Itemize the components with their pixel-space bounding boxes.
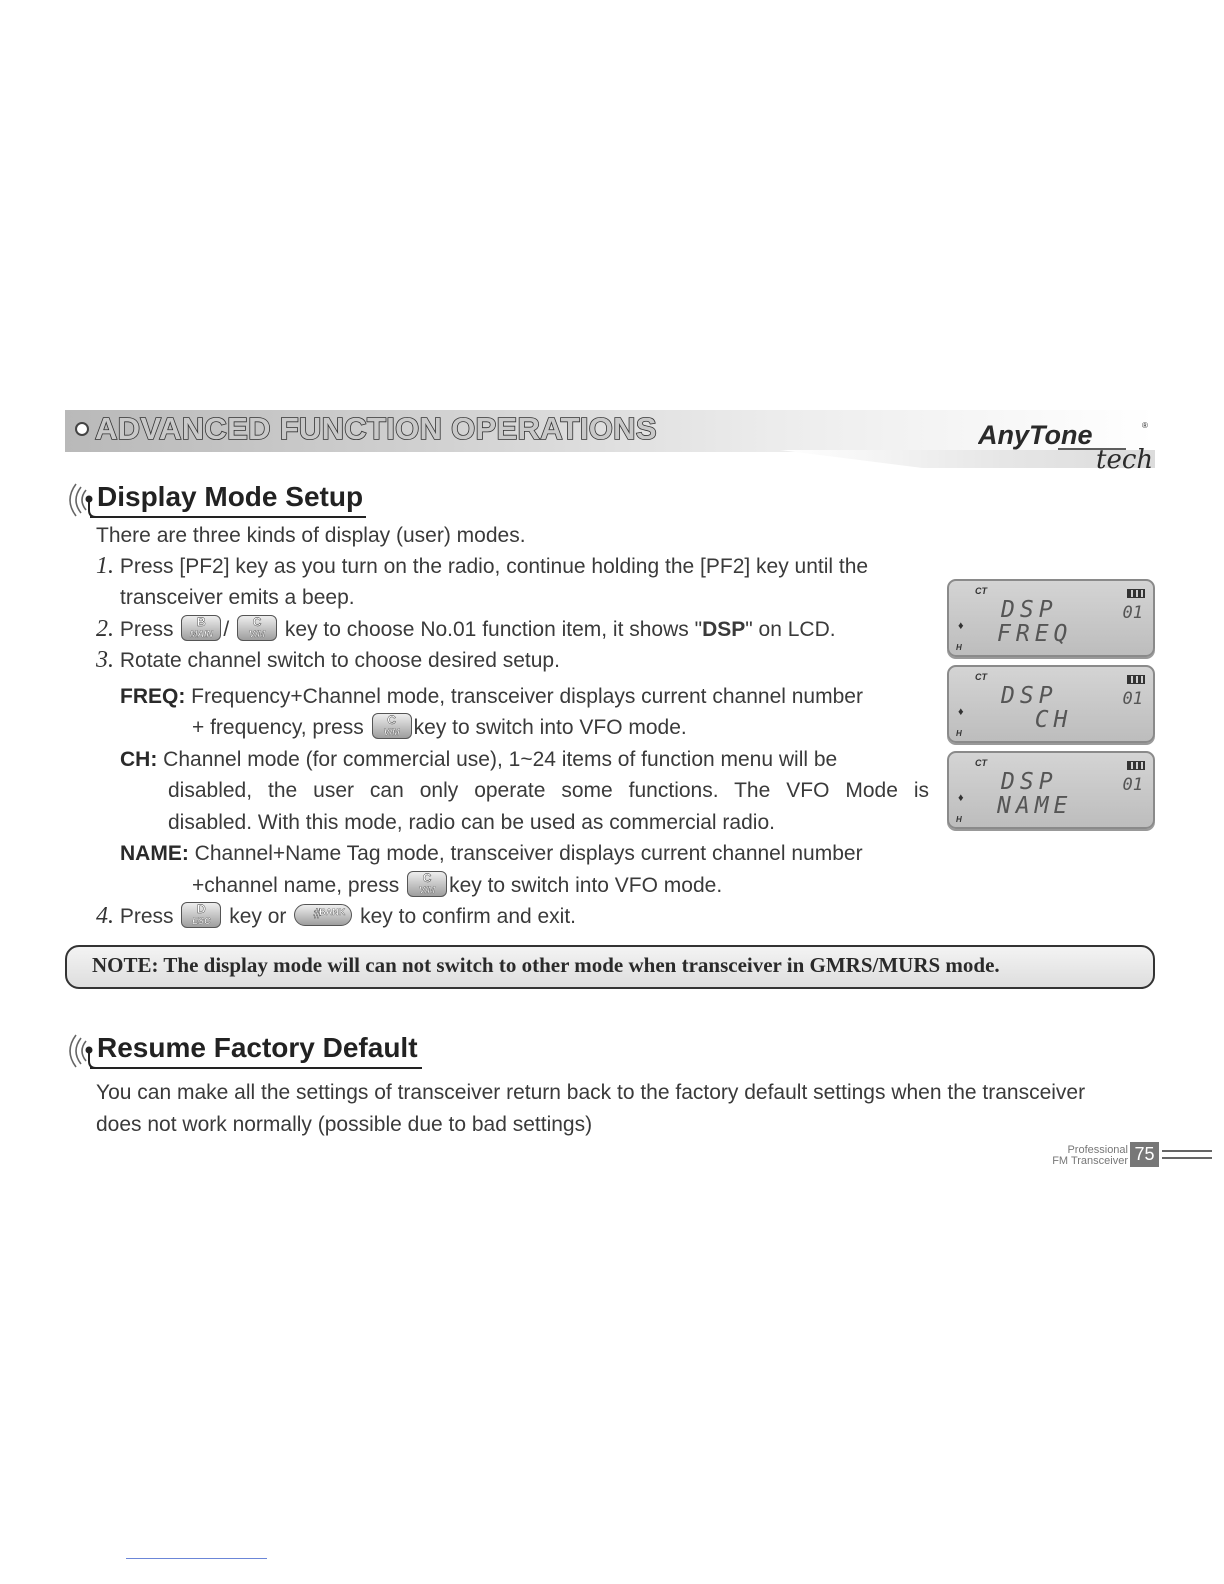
logo-sub-text: tech: [1096, 445, 1154, 472]
freq-desc-cont: + frequency, press: [192, 716, 364, 739]
freq-desc: Frequency+Channel mode, transceiver displays current channel number: [191, 685, 863, 708]
freq-mode-line2: [192, 712, 687, 743]
lcd-line1: DSP: [1001, 769, 1058, 795]
lcd-display-name: [947, 751, 1155, 829]
lcd-power-indicator: H: [956, 643, 962, 652]
lcd-channel-number: 01: [1122, 775, 1143, 795]
lcd-line2: NAME: [997, 793, 1073, 819]
freq-desc-end: key to switch into VFO mode.: [413, 716, 687, 739]
lcd-power-indicator: H: [956, 815, 962, 824]
slash: /: [223, 618, 230, 641]
section-title-display-mode: Display Mode Setup: [97, 481, 364, 512]
battery-icon: [1127, 675, 1145, 684]
step-1: [96, 551, 868, 582]
name-label: NAME:: [120, 842, 189, 865]
lcd-ct-indicator: CT: [975, 758, 987, 768]
name-desc-end: key to switch into VFO mode.: [449, 874, 723, 897]
c-vm-key-icon: C V/M: [237, 615, 277, 641]
signal-waves-icon: [62, 1031, 98, 1071]
anytone-logo: [978, 414, 1158, 472]
logo-main-text: AnyTone: [978, 420, 1093, 450]
footer-rule-bottom: [1162, 1157, 1212, 1159]
page-number: 75: [1130, 1142, 1159, 1167]
bottom-rule: [126, 1558, 267, 1559]
ch-mode-line2: disabled, the user can only operate some functions. The VFO Mode is: [168, 779, 929, 802]
arrow-indicator-icon: ♦: [958, 792, 964, 804]
name-desc-cont: +channel name, press: [192, 874, 400, 897]
bullet-circle-icon: [75, 422, 89, 436]
lcd-channel-number: 01: [1122, 689, 1143, 709]
page-header-title: ADVANCED FUNCTION OPERATIONS: [95, 411, 657, 446]
step-text: Press: [119, 905, 174, 928]
ch-mode-line3: disabled. With this mode, radio can be used as commercial radio.: [168, 811, 775, 834]
footer-line1: Professional: [1067, 1144, 1128, 1156]
ch-desc: Channel mode (for commercial use), 1~24 items of function menu will be: [163, 748, 838, 771]
lcd-line2: FREQ: [997, 621, 1073, 647]
step-text-end: key to confirm and exit.: [360, 905, 577, 928]
resume-text-line1: You can make all the settings of transceiver return back to the factory default settings when the transceiver: [96, 1081, 1086, 1104]
step-4: [96, 901, 576, 932]
lcd-line1: DSP: [1001, 597, 1058, 623]
name-desc: Channel+Name Tag mode, transceiver displays current channel number: [194, 842, 863, 865]
lcd-display-ch: [947, 665, 1155, 743]
step-number: 3.: [96, 647, 114, 673]
intro-text: There are three kinds of display (user) modes.: [96, 524, 526, 547]
step-1-continued: transceiver emits a beep.: [120, 586, 355, 609]
ch-mode-line1: [120, 744, 837, 775]
step-text-end: " on LCD.: [745, 618, 836, 641]
name-mode-line1: [120, 838, 863, 869]
step-text: key to choose No.01 function item, it shows ": [284, 618, 703, 641]
battery-icon: [1127, 761, 1145, 770]
section-title-resume-factory: Resume Factory Default: [97, 1032, 418, 1063]
footer-rule-top: [1162, 1150, 1212, 1152]
step-text: Rotate channel switch to choose desired setup.: [119, 649, 560, 672]
step-3: [96, 645, 560, 676]
lcd-channel-number: 01: [1122, 603, 1143, 623]
logo-registered-mark: ®: [1142, 421, 1148, 430]
step-number: 4.: [96, 903, 114, 929]
lcd-display-freq: [947, 579, 1155, 657]
dsp-bold: DSP: [702, 618, 746, 641]
lcd-power-indicator: H: [956, 729, 962, 738]
c-vm-key-icon: C V/M: [407, 871, 447, 897]
name-mode-line2: [192, 870, 722, 901]
battery-icon: [1127, 589, 1145, 598]
lcd-line2: CH: [997, 707, 1073, 733]
freq-label: FREQ:: [120, 685, 186, 708]
step-number: 1.: [96, 553, 114, 579]
step-text: Press: [119, 618, 174, 641]
lcd-ct-indicator: CT: [975, 672, 987, 682]
section-underline: [90, 516, 366, 518]
freq-mode-line1: [120, 681, 863, 712]
signal-waves-icon: [62, 480, 98, 520]
arrow-indicator-icon: ♦: [958, 620, 964, 632]
footer-caption: [960, 1145, 1128, 1167]
step-2: [96, 614, 836, 645]
b-main-key-icon: B MAIN: [181, 615, 221, 641]
hash-bank-key-icon: # BANK: [294, 904, 352, 926]
step-number: 2.: [96, 616, 114, 642]
footer-line2: FM Transceiver: [1052, 1155, 1128, 1167]
section-underline: [90, 1067, 422, 1069]
lcd-ct-indicator: CT: [975, 586, 987, 596]
c-vm-key-icon: C V/M: [372, 713, 412, 739]
step-text: Press [PF2] key as you turn on the radio, continue holding the [PF2] key until the: [119, 555, 869, 578]
lcd-line1: DSP: [1001, 683, 1058, 709]
d-esc-key-icon: D ESC: [181, 902, 221, 928]
arrow-indicator-icon: ♦: [958, 706, 964, 718]
step-text-or: key or: [229, 905, 287, 928]
note-text: NOTE: The display mode will can not switch to other mode when transceiver in GMRS/MURS mode.: [92, 953, 1000, 977]
resume-text-line2: does not work normally (possible due to bad settings): [96, 1113, 593, 1136]
ch-label: CH:: [120, 748, 158, 771]
